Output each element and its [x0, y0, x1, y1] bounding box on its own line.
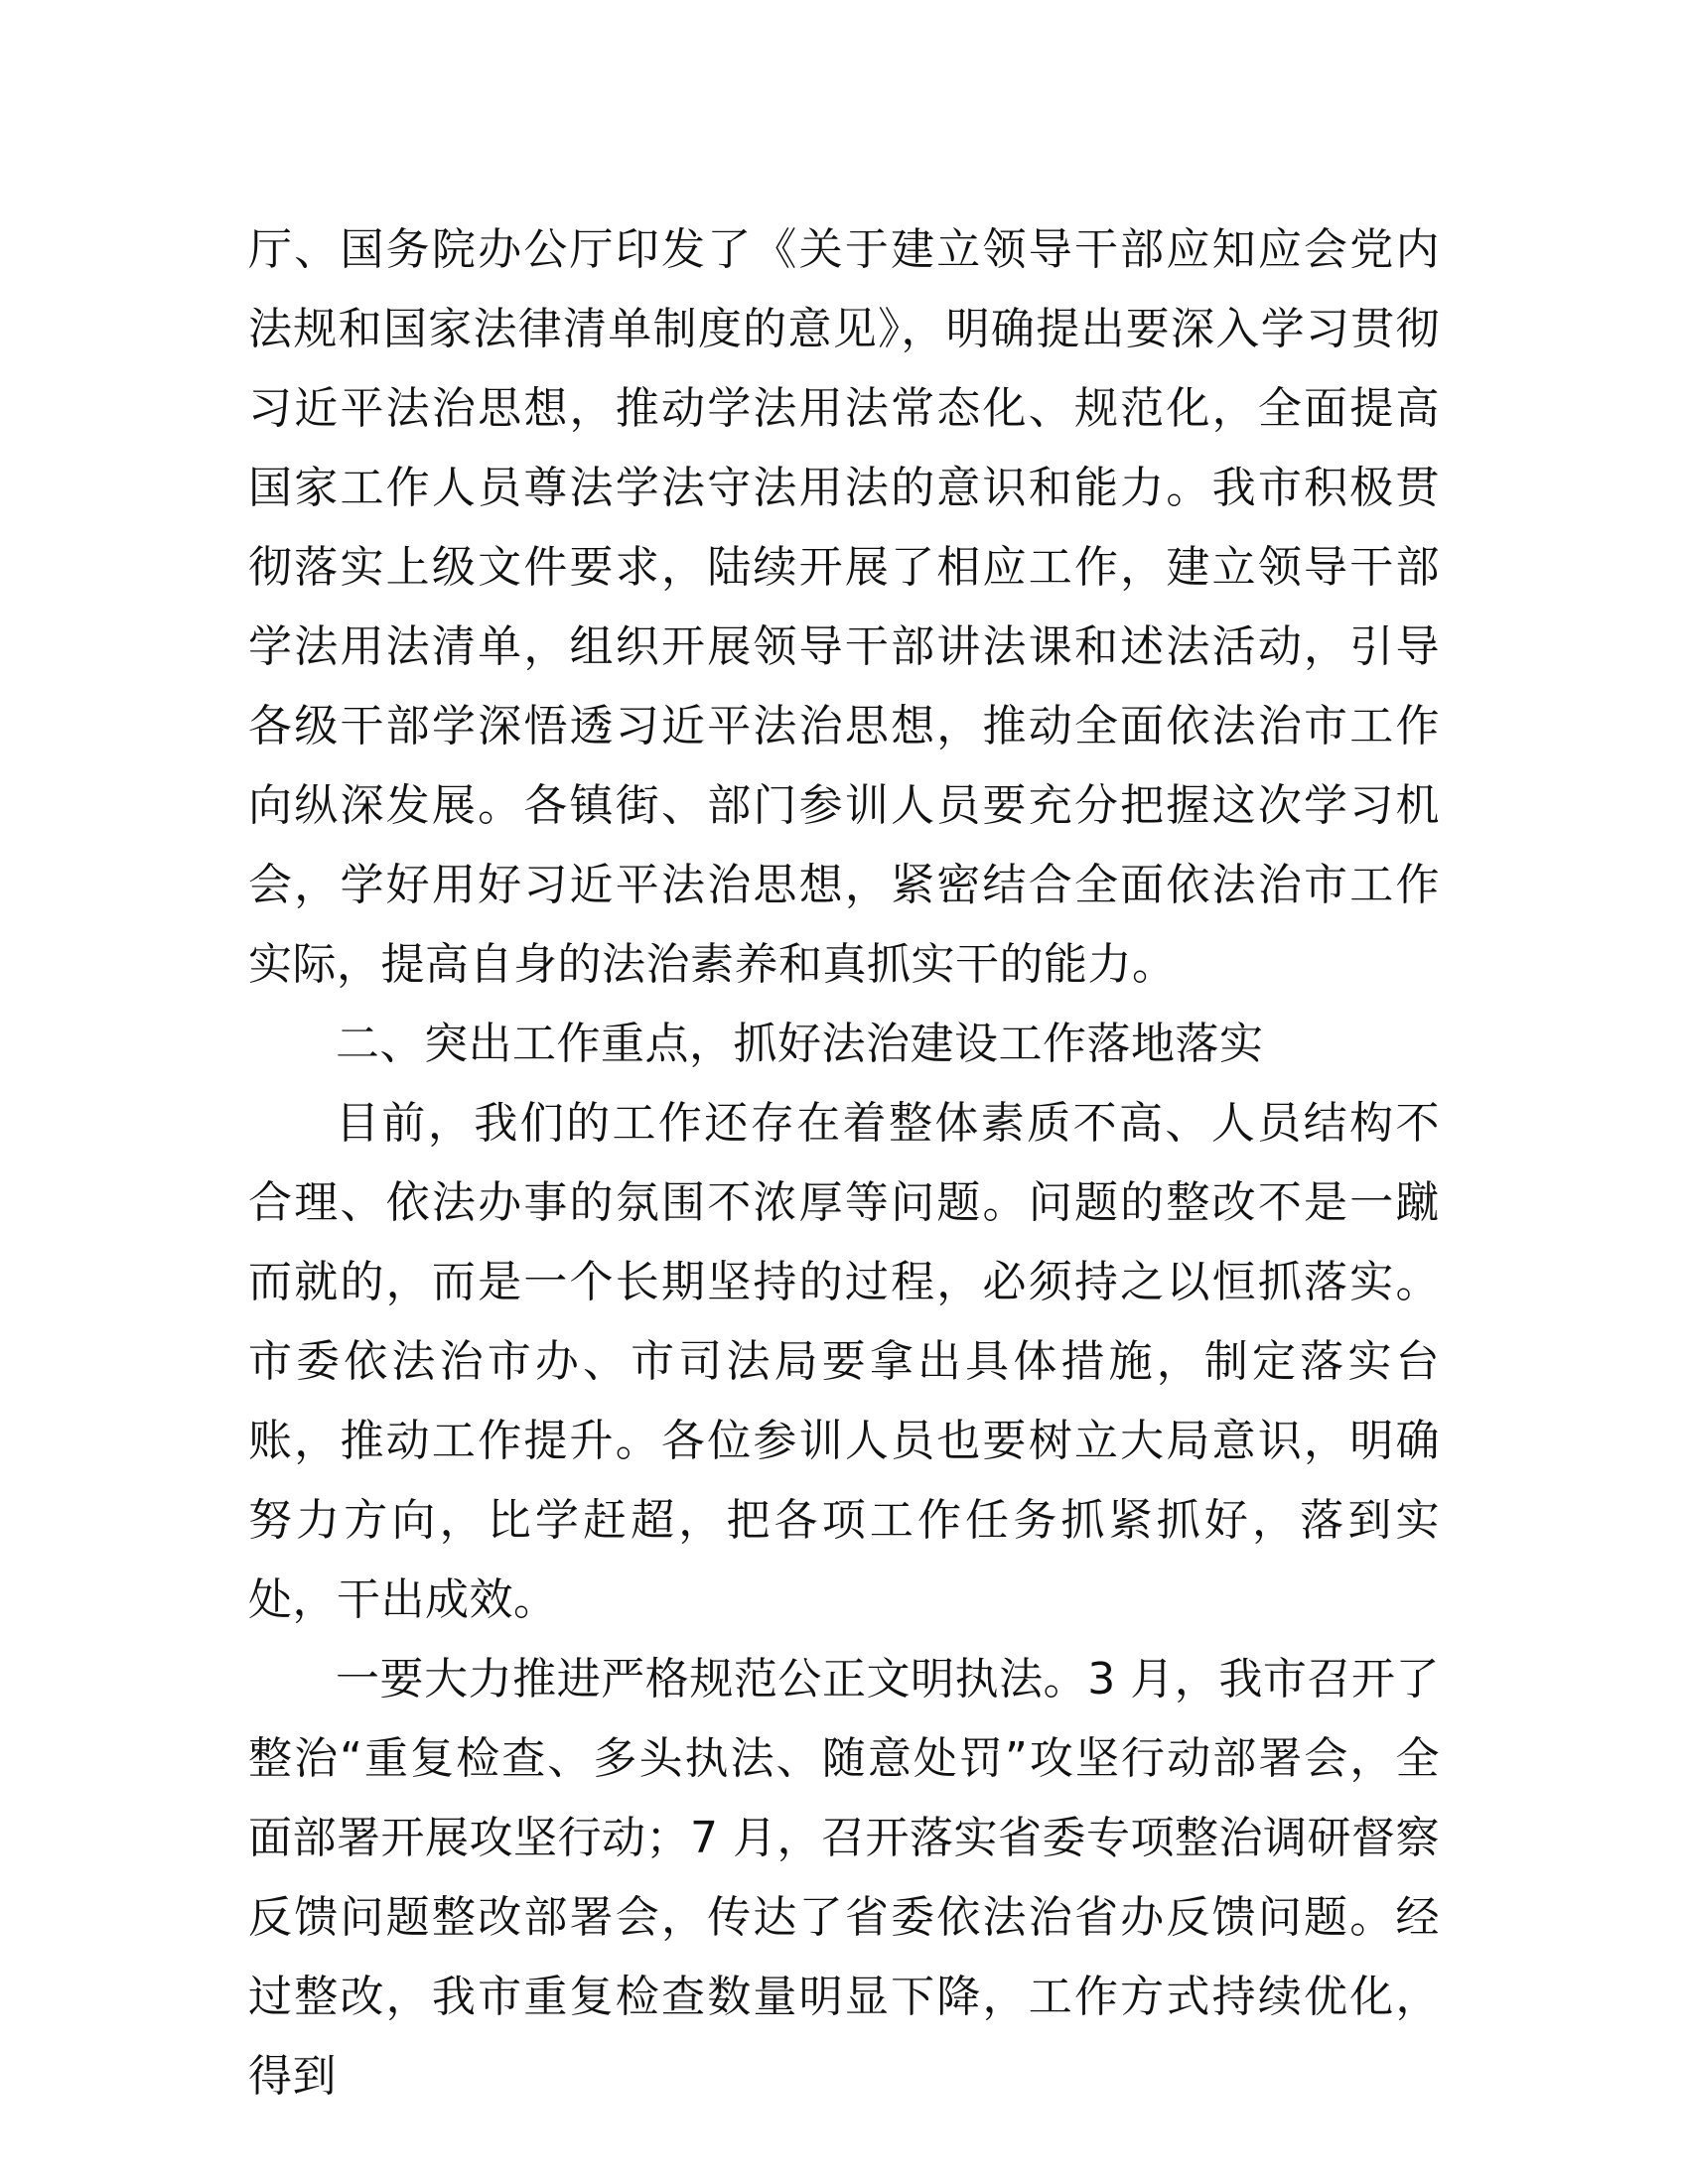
section-heading: 二、突出工作重点，抓好法治建设工作落地落实: [336, 1019, 1264, 1069]
paragraph-continuation: 厅、国务院办公厅印发了《关于建立领导干部应知应会党内法规和国家法律清单制度的意见》，明确提出要深入学习贯彻习近平法治思想，推动学法用法常态化、规范化，全面提高国家工作人员尊法学法守法用法的意识和能力。我市积极贯彻落实上级文件要求，陆续开展了相应工作，建立领导干部学法用法清单，组织开展领导干部讲法课和述法活动，引导各级干部学深悟透习近平法治思想，推动全面依法治市工作向纵深发展。各镇街、部门参训人员要充分把握这次学习机会，学好用好习近平法治思想，紧密结合全面依法治市工作实际，提高自身的法治素养和真抓实干的能力。: [248, 224, 1440, 990]
paragraph-body: 目前，我们的工作还存在着整体素质不高、人员结构不合理、依法办事的氛围不浓厚等问题。问题的整改不是一蹴而就的，而是一个长期坚持的过程，必须持之以恒抓落实。市委依法治市办、市司法局要拿出具体措施，制定落实台账，推动工作提升。各位参训人员也要树立大局意识，明确努力方向，比学赶超，把各项工作任务抓紧抓好，落到实处，干出成效。: [248, 1098, 1440, 1625]
document-body: [248, 210, 1440, 2116]
paragraph-body: 一要大力推进严格规范公正文明执法。3 月，我市召开了整治“重复检查、多头执法、随意处罚”攻坚行动部署会，全面部署开展攻坚行动；7 月，召开落实省委专项整治调研督察反馈问题整改部署会，传达了省委依法治省办反馈问题。经过整改，我市重复检查数量明显下降，工作方式持续优化，得到: [248, 1654, 1440, 2102]
